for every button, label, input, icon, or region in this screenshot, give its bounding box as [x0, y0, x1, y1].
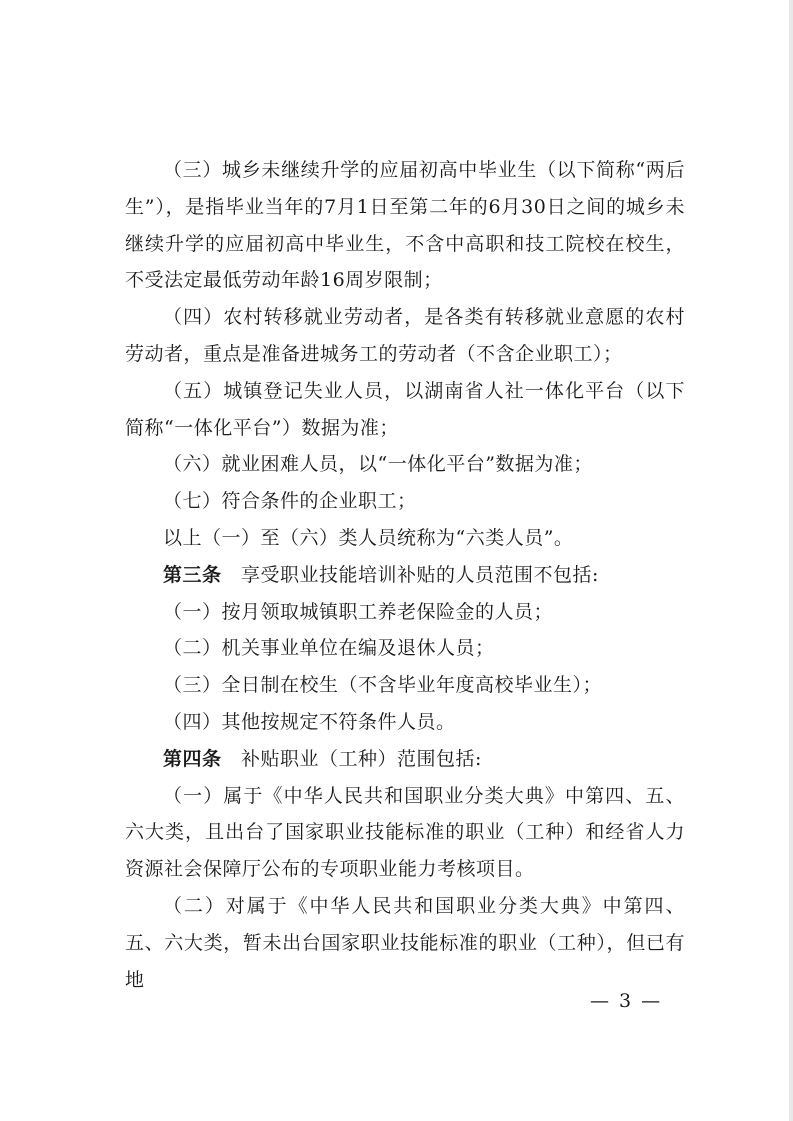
paragraph-summary: 以上（一）至（六）类人员统称为“六类人员”。 [163, 526, 574, 549]
article-3-item-3: （三）全日制在校生（不含毕业年度高校毕业生）； [163, 674, 603, 697]
paragraph-item-five: （五）城镇登记失业人员，以湖南省人社一体化平台（以下简称“一体化平台”）数据为准； [125, 379, 685, 439]
paragraph-item-seven: （七）符合条件的企业职工； [163, 490, 417, 513]
paragraph-item-six: （六）就业困难人员，以“一体化平台”数据为准； [163, 453, 593, 476]
article-4-heading: 第四条 [163, 747, 222, 770]
scan-edge [789, 0, 793, 1121]
article-4-item-1: （一）属于《中华人民共和国职业分类大典》中第四、五、六大类，且出台了国家职业技能标准的职业（工种）和经省人力资源社会保障厅公布的专项职业能力考核项目。 [125, 784, 685, 881]
page-number: — 3 — [590, 990, 663, 1012]
article-3-intro: 享受职业技能培训补贴的人员范围不包括: [221, 563, 599, 586]
article-3-item-1: （一）按月领取城镇职工养老保险金的人员； [163, 600, 554, 623]
article-4-line [125, 741, 685, 778]
article-3-line [125, 557, 685, 594]
article-4-intro: 补贴职业（工种）范围包括: [221, 747, 482, 770]
article-3-item-2: （二）机关事业单位在编及退休人员； [163, 637, 495, 660]
article-3-heading: 第三条 [163, 563, 222, 586]
article-3-item-4: （四）其他按规定不符条件人员。 [163, 710, 456, 733]
document-body [125, 152, 685, 998]
paragraph-item-three: （三）城乡未继续升学的应届初高中毕业生（以下简称“两后生”），是指毕业当年的7月1日至第二年的6月30日之间的城乡未继续升学的应届初高中毕业生，不含中高职和技工院校在校生，不受法定最低劳动年龄16周岁限制； [125, 159, 685, 292]
paragraph-item-four: （四）农村转移就业劳动者，是各类有转移就业意愿的农村劳动者，重点是准备进城务工的劳动者（不含企业职工）； [125, 306, 685, 365]
article-4-item-2: （二）对属于《中华人民共和国职业分类大典》中第四、五、六大类，暂未出台国家职业技能标准的职业（工种），但已有地 [125, 894, 685, 991]
